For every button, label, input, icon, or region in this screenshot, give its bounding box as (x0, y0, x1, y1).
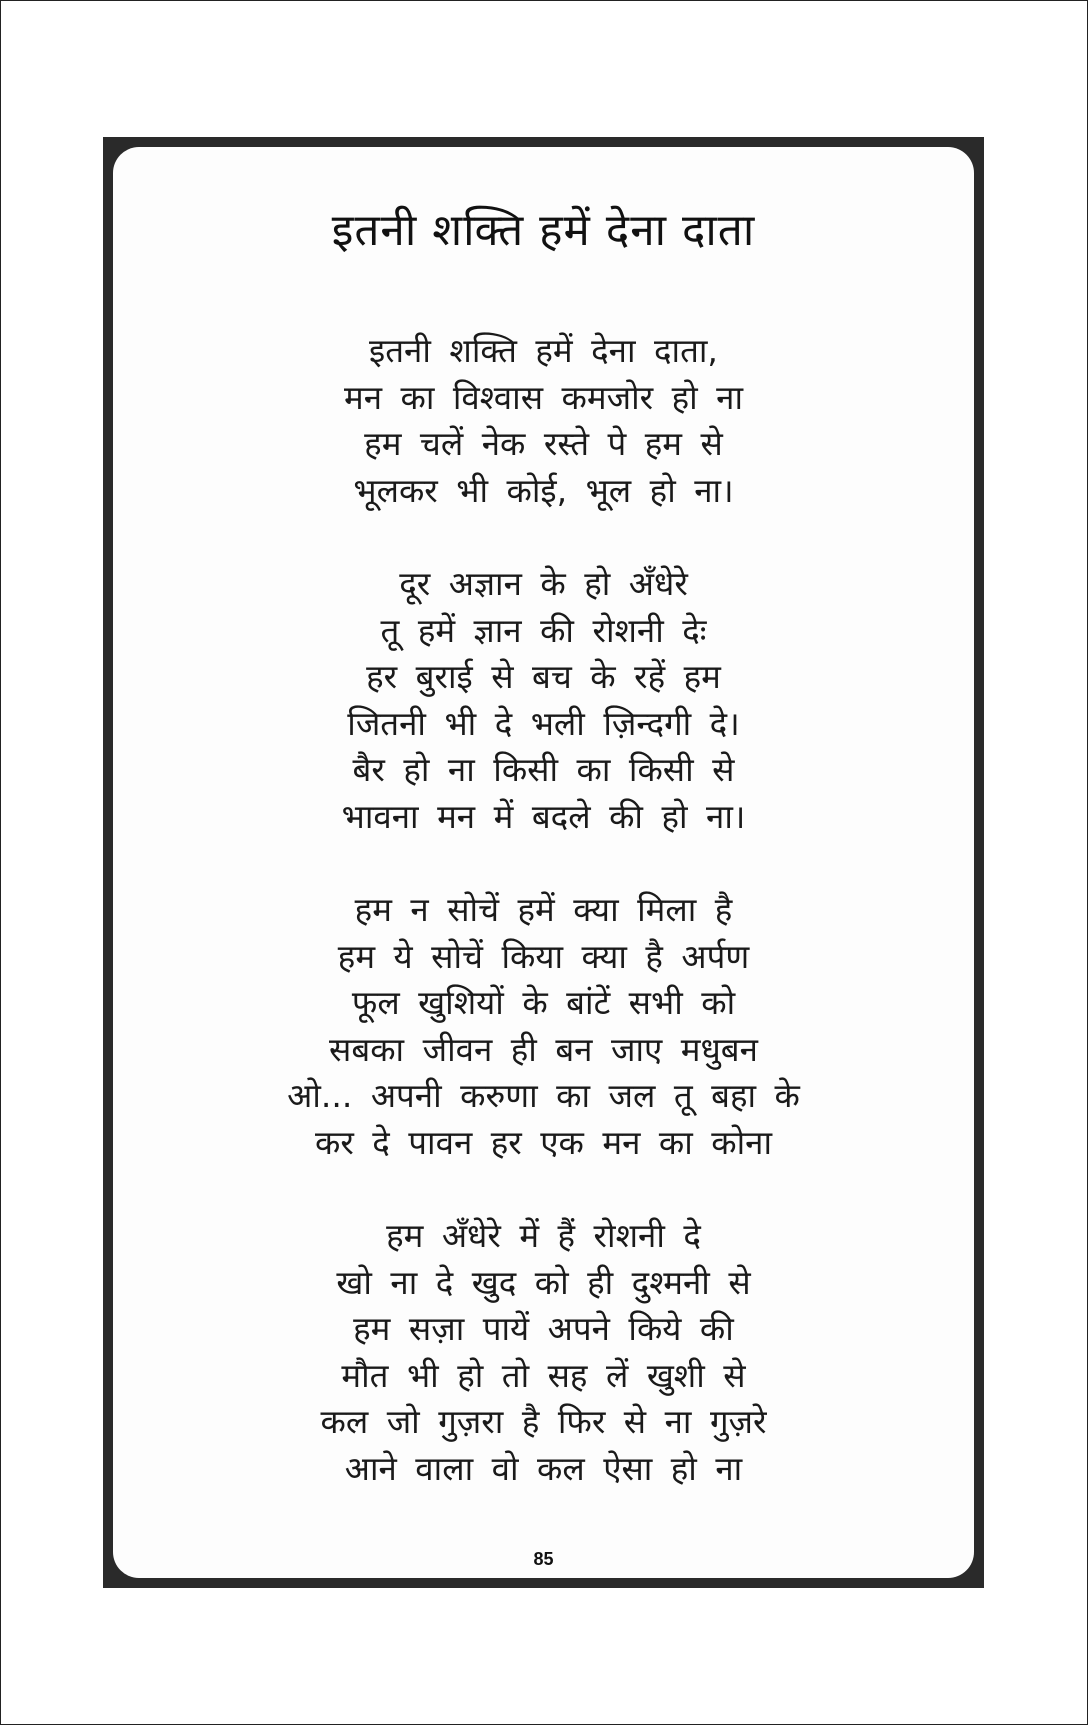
poem-line: भावना मन में बदले की हो ना। (341, 796, 746, 836)
poem-line: आने वाला वो कल ऐसा हो ना (344, 1448, 743, 1488)
poem-line: कल जो गुज़रा है फिर से ना गुज़रे (320, 1402, 767, 1441)
poem-line: हम न सोचें हमें क्या मिला है (354, 890, 733, 929)
stanza-2 (113, 561, 974, 840)
page-number: 85 (533, 1549, 554, 1569)
page-frame (103, 137, 984, 1588)
poem-line: कर दे पावन हर एक मन का कोना (314, 1122, 773, 1162)
poem-line: मौत भी हो तो सह लें खुशी से (341, 1355, 746, 1395)
poem-line: फूल खुशियों के बांटें सभी को (351, 983, 736, 1022)
poem-line: दूर अज्ञान के हो अँधेरे (399, 564, 688, 603)
stanza-3 (113, 887, 974, 1166)
poem-line: मन का विश्वास कमजोर हो ना (343, 377, 744, 417)
poem-line: हम अँधेरे में हैं रोशनी दे (386, 1216, 701, 1255)
poem-line: तू हमें ज्ञान की रोशनी देः (380, 610, 707, 650)
stanza-1 (113, 328, 974, 514)
poem-body (113, 328, 974, 1539)
poem-line: खो ना दे खुद को ही दुश्मनी से (336, 1262, 751, 1302)
poem-line: इतनी शक्ति हमें देना दाता, (369, 331, 718, 370)
poem-line: हम सज़ा पायें अपने किये की (353, 1309, 734, 1348)
page-card (113, 147, 974, 1578)
stanza-4 (113, 1213, 974, 1492)
poem-line: हर बुराई से बच के रहें हम (366, 657, 721, 696)
poem-line: जितनी भी दे भली ज़िन्दगी दे। (347, 703, 740, 743)
poem-line: हम ये सोचें किया क्या है अर्पण (337, 936, 750, 976)
poem-line: बैर हो ना किसी का किसी से (352, 750, 735, 789)
page-title: इतनी शक्ति हमें देना दाता (331, 205, 756, 256)
poem-line: सबका जीवन ही बन जाए मधुबन (329, 1029, 758, 1069)
poem-line: भूलकर भी कोई, भूल हो ना। (353, 470, 734, 510)
poem-line: ओ... अपनी करुणा का जल तू बहा के (287, 1076, 800, 1115)
poem-line: हम चलें नेक रस्ते पे हम से (364, 424, 723, 463)
